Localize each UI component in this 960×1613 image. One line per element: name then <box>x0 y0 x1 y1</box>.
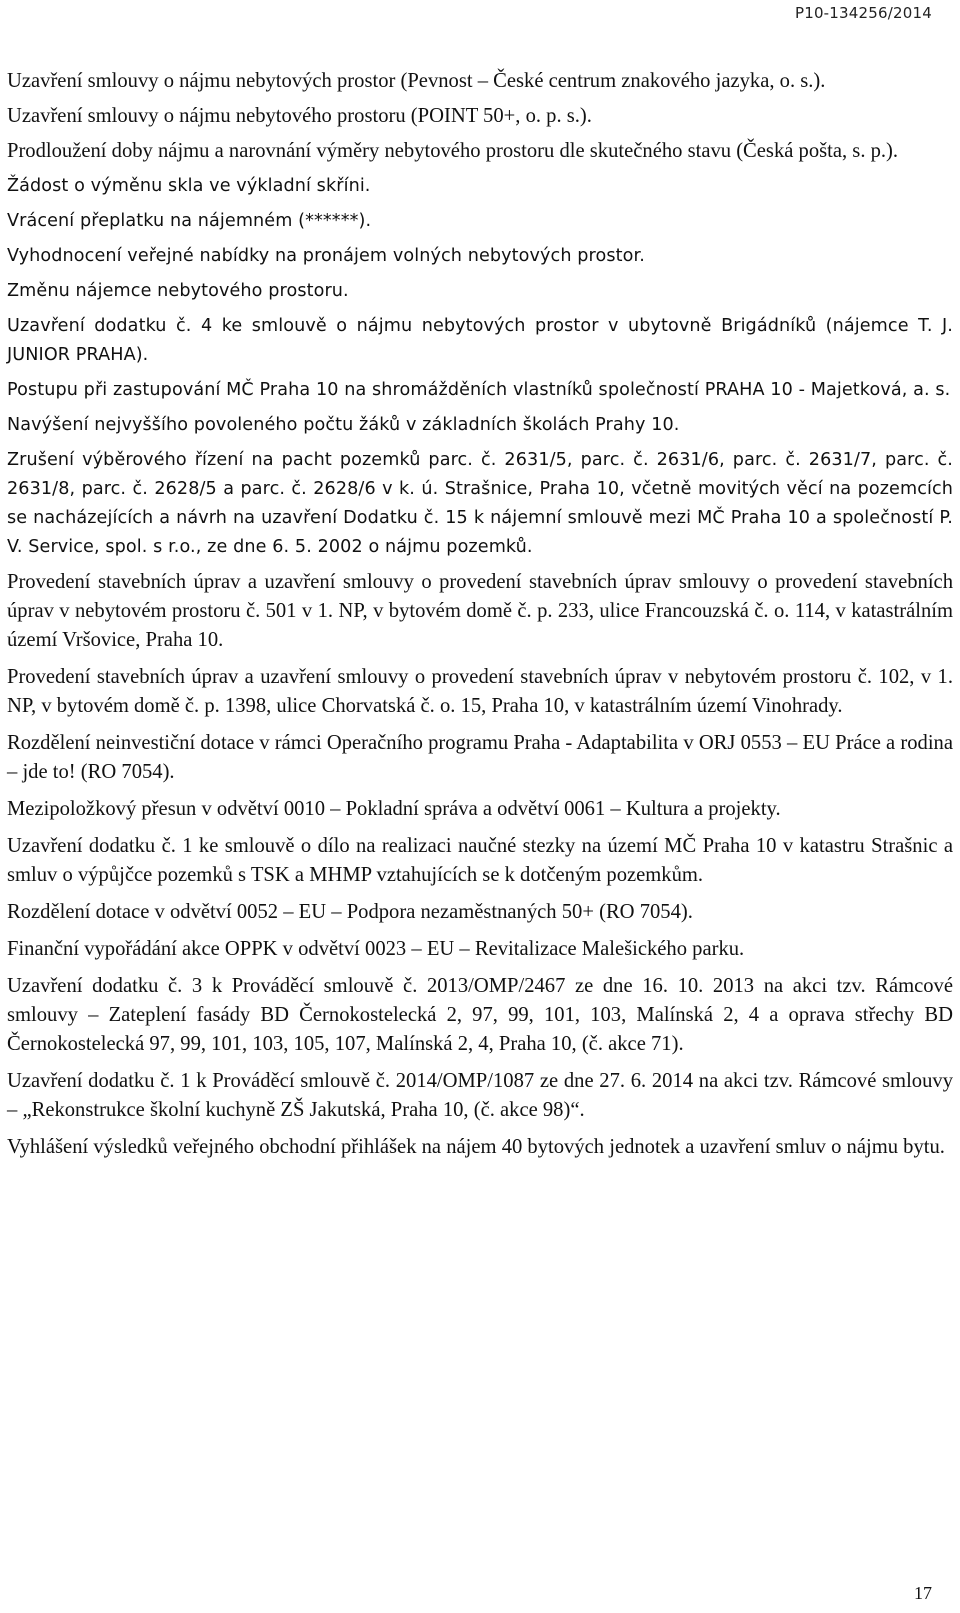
page-number: 17 <box>914 1583 932 1603</box>
list-item: Finanční vypořádání akce OPPK v odvětví 0023 – EU – Revitalizace Malešického parku. <box>7 938 745 960</box>
resolution-list <box>7 67 953 1170</box>
list-item: Navýšení nejvyššího povoleného počtu žáků v základních školách Prahy 10. <box>7 415 680 435</box>
list-item: Uzavření smlouvy o nájmu nebytových prostor (Pevnost – České centrum znakového jazyka, o. s.). <box>7 70 826 92</box>
list-item: Mezipoložkový přesun v odvětví 0010 – Pokladní správa a odvětví 0061 – Kultura a projekty. <box>7 798 781 820</box>
list-item: Vyhodnocení veřejné nabídky na pronájem volných nebytových prostor. <box>7 246 645 266</box>
list-item: Uzavření dodatku č. 4 ke smlouvě o nájmu nebytových prostor v ubytovně Brigádníků (nájemce T. J. JUNIOR PRAHA). <box>7 316 953 365</box>
list-item: Uzavření smlouvy o nájmu nebytového prostoru (POINT 50+, o. p. s.). <box>7 105 592 127</box>
list-item: Zrušení výběrového řízení na pacht pozemků parc. č. 2631/5, parc. č. 2631/6, parc. č. 2631/7, parc. č. 2631/8, parc. č. 2628/5 a parc. č. 2628/6 v k. ú. Strašnice, Praha 10, včetně movitých věcí na pozemcích se nacházejících a návrh na uzavření Dodatku č. 15 k nájemní smlouvě mezi MČ Praha 10 a společností P. V. Service, spol. s r.o., ze dne 6. 5. 2002 o nájmu pozemků. <box>7 450 953 557</box>
list-item: Provedení stavebních úprav a uzavření smlouvy o provedení stavebních úprav v nebytovém prostoru č. 102, v 1. NP, v bytovém domě č. p. 1398, ulice Chorvatská č. o. 15, Praha 10, v katastrálním území Vinohrady. <box>7 666 953 717</box>
list-item: Uzavření dodatku č. 1 k Prováděcí smlouvě č. 2014/OMP/1087 ze dne 27. 6. 2014 na akci tzv. Rámcové smlouvy – „Rekonstrukce školní kuchyně ZŠ Jakutská, Praha 10, (č. akce 98)“. <box>7 1070 953 1121</box>
list-item: Vrácení přeplatku na nájemném (******). <box>7 211 372 231</box>
list-item: Změnu nájemce nebytového prostoru. <box>7 281 349 301</box>
list-item: Uzavření dodatku č. 1 ke smlouvě o dílo na realizaci naučné stezky na území MČ Praha 10 v katastru Strašnic a smluv o výpůjčce pozemků s TSK a MHMP vztahujících se k dotčeným pozemkům. <box>7 835 953 886</box>
list-item: Rozdělení neinvestiční dotace v rámci Operačního programu Praha - Adaptabilita v ORJ 0553 – EU Práce a rodina – jde to! (RO 7054). <box>7 732 953 783</box>
list-item: Uzavření dodatku č. 3 k Prováděcí smlouvě č. 2013/OMP/2467 ze dne 16. 10. 2013 na akci tzv. Rámcové smlouvy – Zateplení fasády BD Černokostelecká 2, 97, 99, 101, 103, Malínská 2, 4 a oprava střechy BD Černokostelecká 97, 99, 101, 103, 105, 107, Malínská 2, 4, Praha 10, (č. akce 71). <box>7 975 953 1055</box>
list-item: Rozdělení dotace v odvětví 0052 – EU – Podpora nezaměstnaných 50+ (RO 7054). <box>7 901 693 923</box>
list-item: Žádost o výměnu skla ve výkladní skříni. <box>7 176 371 196</box>
list-item: Prodloužení doby nájmu a narovnání výměry nebytového prostoru dle skutečného stavu (Česká pošta, s. p.). <box>7 140 899 162</box>
list-item: Postupu při zastupování MČ Praha 10 na shromážděních vlastníků společností PRAHA 10 - Majetková, a. s. <box>7 380 951 400</box>
document-id: P10-134256/2014 <box>794 4 932 22</box>
list-item: Vyhlášení výsledků veřejného obchodní přihlášek na nájem 40 bytových jednotek a uzavření smluv o nájmu bytu. <box>7 1136 945 1158</box>
list-item: Provedení stavebních úprav a uzavření smlouvy o provedení stavebních úprav smlouvy o provedení stavebních úprav v nebytovém prostoru č. 501 v 1. NP, v bytovém domě č. p. 233, ulice Francouzská č. o. 114, v katastrálním území Vršovice, Praha 10. <box>7 571 953 651</box>
